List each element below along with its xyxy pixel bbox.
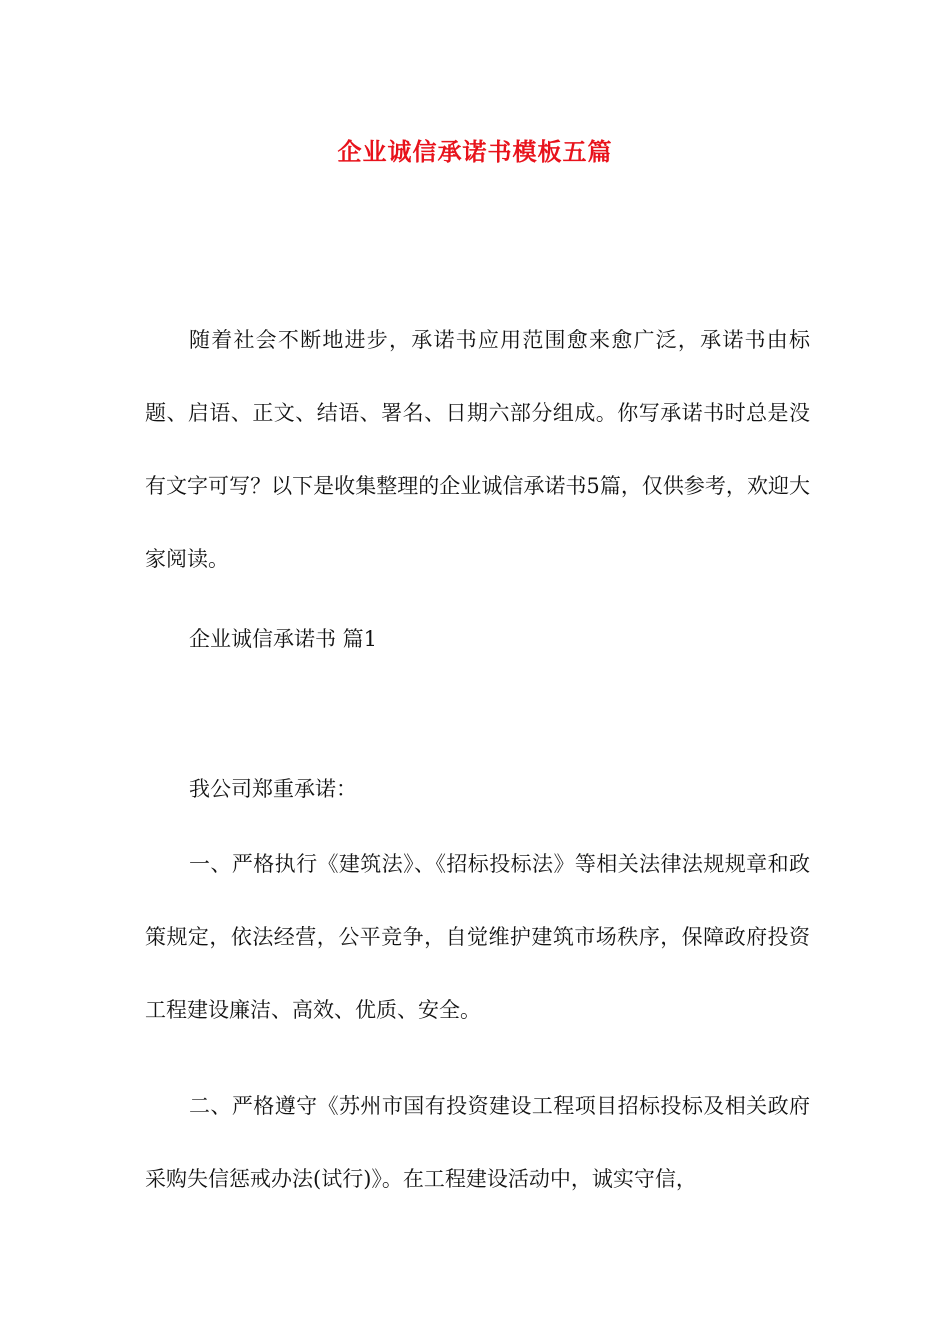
- promise-item-2: 二、严格遵守《苏州市国有投资建设工程项目招标投标及相关政府采购失信惩戒办法(试行)》。在工程建设活动中，诚实守信，: [145, 1094, 810, 1191]
- document-title: 企业诚信承诺书模板五篇: [337, 137, 613, 166]
- promise-item-1: 一、严格执行《建筑法》、《招标投标法》等相关法律法规规章和政策规定，依法经营，公平竞争，自觉维护建筑市场秩序，保障政府投资工程建设廉洁、高效、优质、安全。: [145, 852, 810, 1022]
- intro-paragraph: 随着社会不断地进步，承诺书应用范围愈来愈广泛，承诺书由标题、启语、正文、结语、署名、日期六部分组成。你写承诺书时总是没有文字可写？以下是收集整理的企业诚信承诺书5篇，仅供参考，欢迎大家阅读。: [145, 328, 810, 571]
- section-heading-1: 企业诚信承诺书 篇1: [189, 627, 378, 651]
- promise-paragraph: 我公司郑重承诺：: [189, 777, 357, 801]
